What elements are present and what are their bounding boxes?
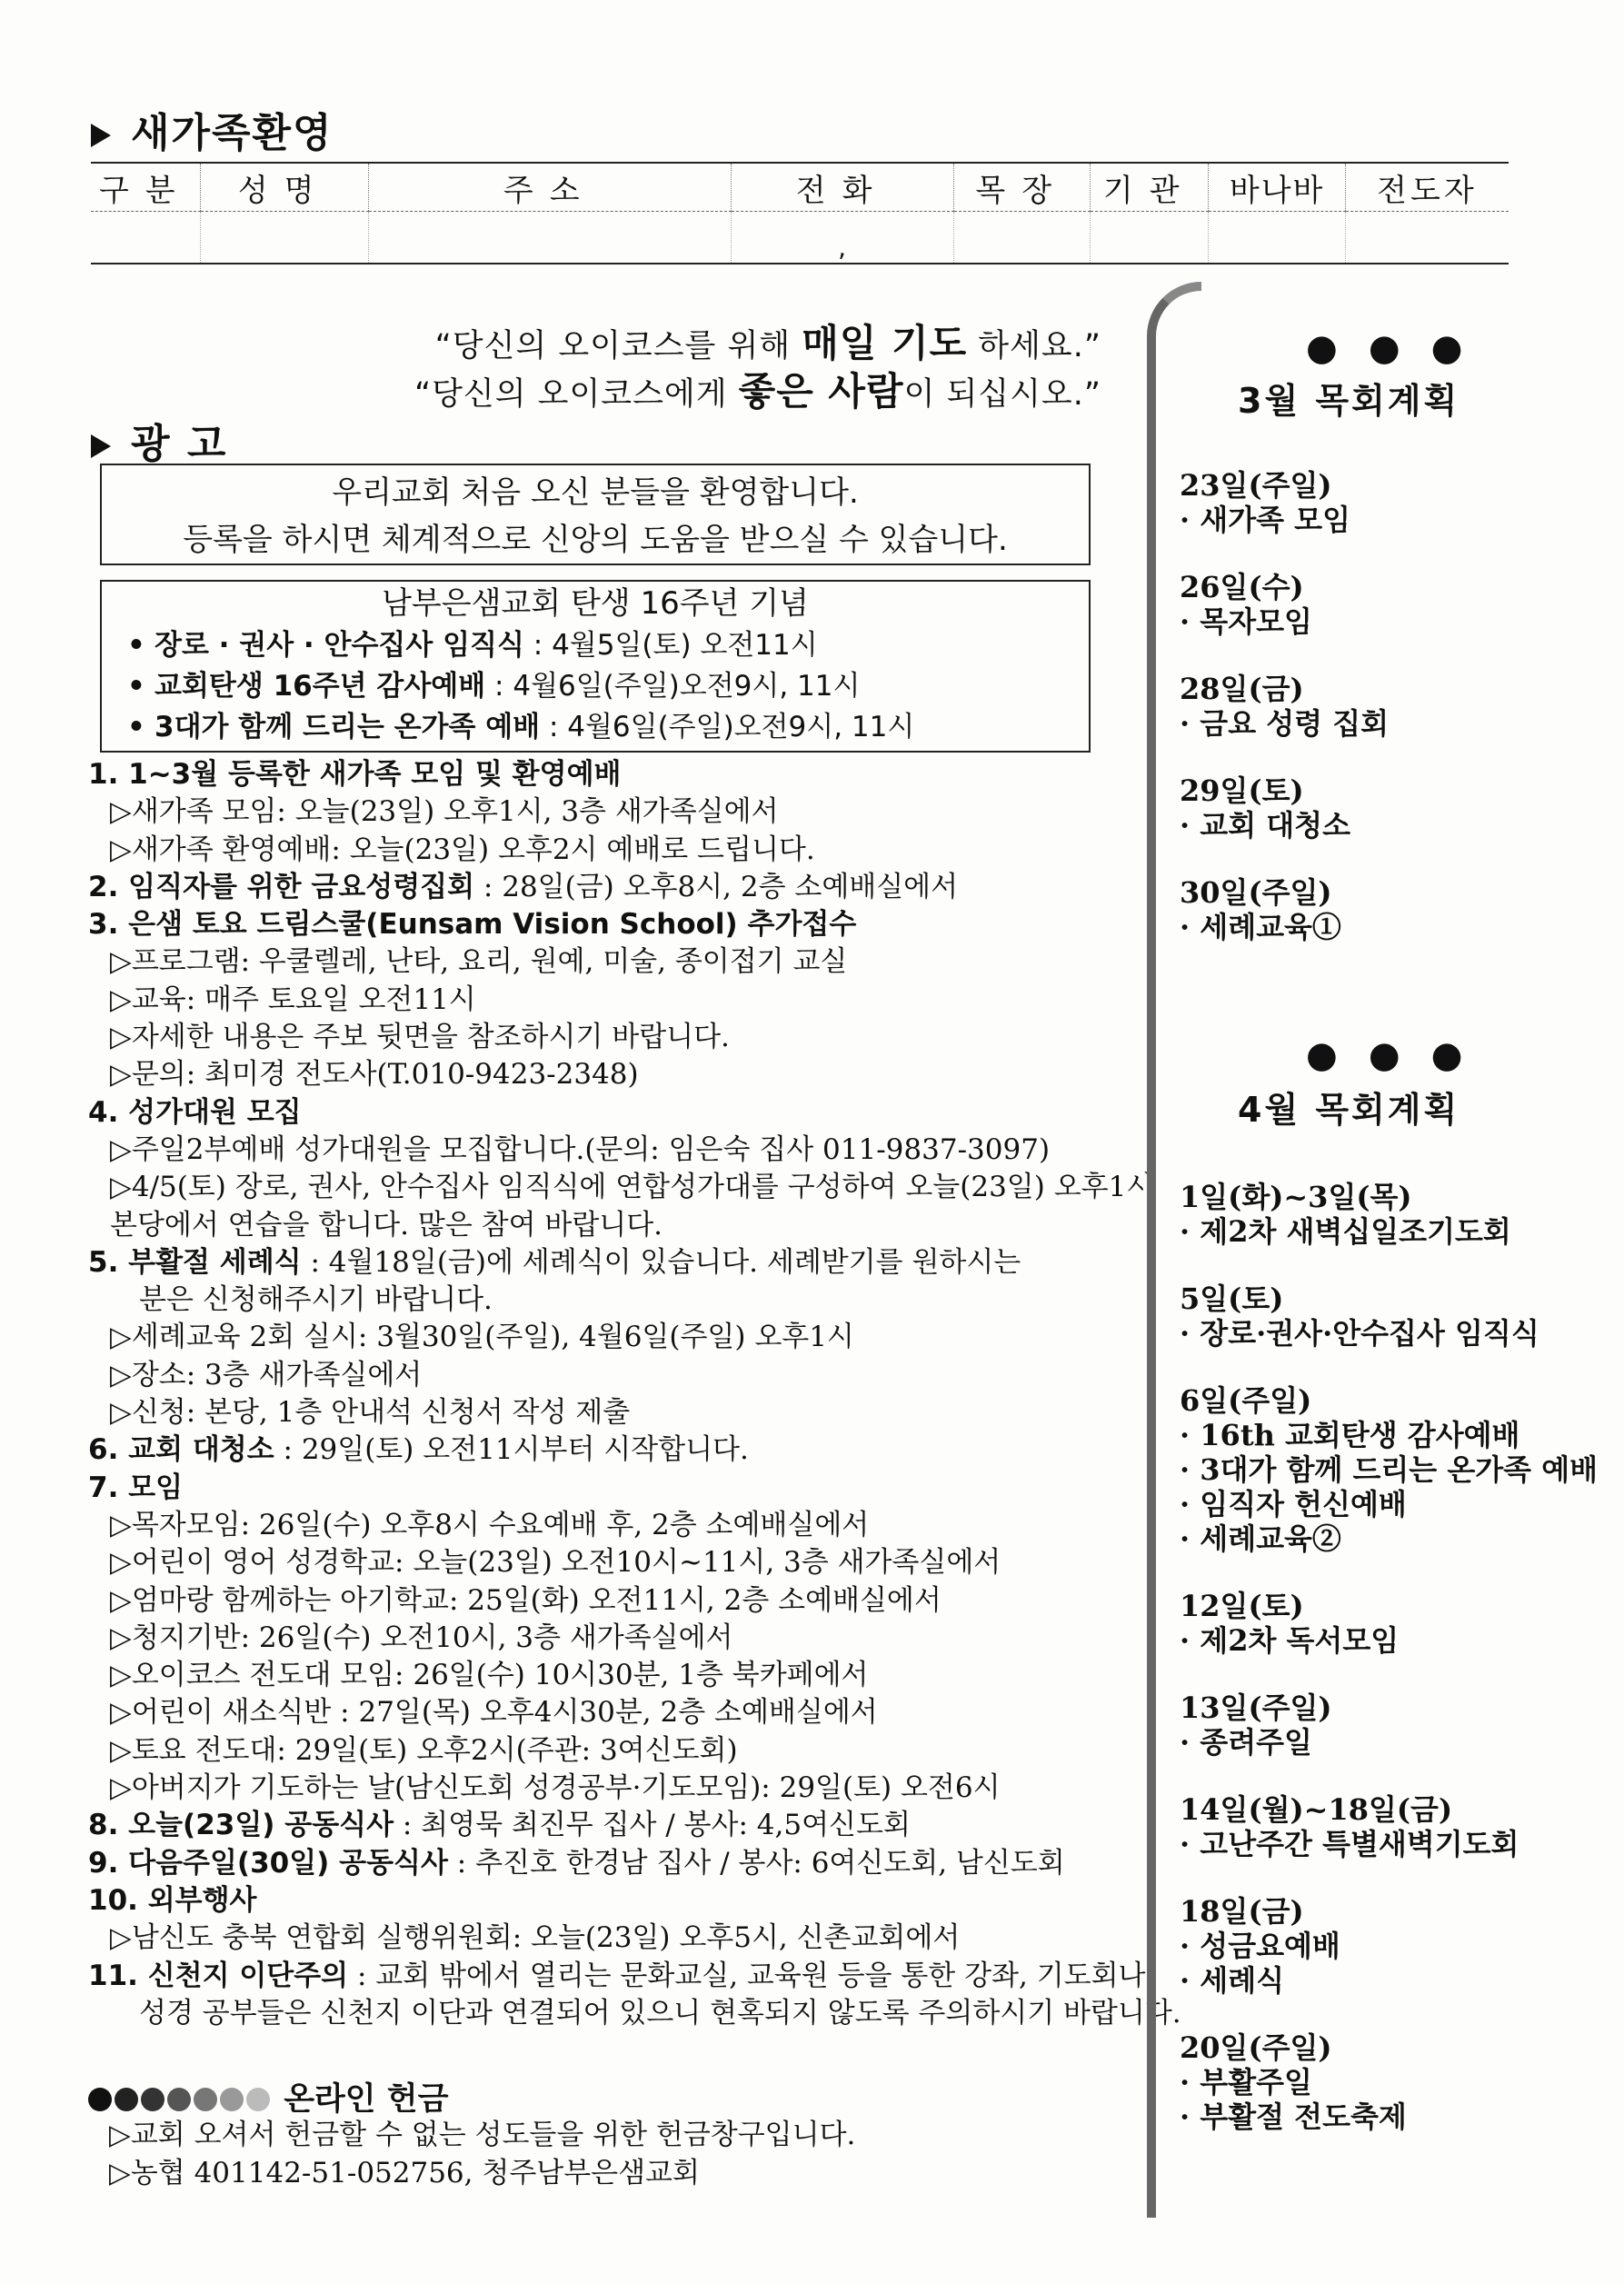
notice-detail-line: 본당에서 연습을 합니다. 많은 참여 바랍니다. — [110, 1208, 663, 1242]
plan-event-date: 28일(금) — [1180, 672, 1304, 706]
notice-text: : 최영묵 최진무 집사 / 봉사: 4,5여신도회 — [394, 1809, 911, 1842]
bullet-dot-icon: • — [127, 711, 145, 743]
notice-title: 성가대원 모집 — [128, 1095, 302, 1129]
cell-organization — [1090, 212, 1209, 264]
notice-title: 교회 대청소 — [128, 1433, 274, 1467]
online-offering-title — [88, 2074, 448, 2119]
notice-title: 은샘 토요 드림스쿨(Eunsam Vision School) 추가접수 — [128, 908, 857, 942]
circle-dot-icon — [141, 2088, 164, 2111]
ads-section-title — [91, 411, 227, 469]
notice-title: 모임 — [128, 1471, 184, 1504]
anniversary-title: 남부은샘교회 탄생 16주년 기념 — [382, 585, 809, 622]
plan-event-item: · 종려주일 — [1180, 1725, 1312, 1760]
notice-detail-line: ▷어린이 새소식반 : 27일(목) 오후4시30분, 2층 소예배실에서 — [110, 1696, 878, 1730]
notice-item — [88, 906, 1115, 943]
notice-text: : 추진호 한경남 집사 / 봉사: 6여신도회, 남신도회 — [447, 1846, 1065, 1880]
plan-event-item: · 세례교육① — [1180, 910, 1341, 944]
plan-event — [1180, 875, 1389, 944]
newcomer-section-title — [91, 100, 334, 158]
anniversary-item — [102, 625, 1089, 666]
plan-event-date: 20일(주일) — [1180, 2030, 1332, 2065]
notice-title: 임직자를 위한 금요성령집회 — [128, 870, 475, 903]
plan-event-item: · 금요 성령 집회 — [1180, 706, 1390, 741]
quote-prayer-pre: “당신의 오이코스를 위해 — [434, 328, 802, 364]
notice-item — [88, 1431, 1115, 1469]
notice-number: 2. — [88, 870, 129, 903]
notice-number: 11. — [88, 1959, 148, 1992]
notice-text: : 28일(금) 오후8시, 2층 소예배실에서 — [474, 870, 959, 903]
notice-number: 7. — [88, 1471, 129, 1504]
plan-event — [1180, 2030, 1598, 2134]
cell-barnabas — [1209, 212, 1345, 264]
cell-evangelist — [1345, 212, 1509, 264]
march-title: 3월 목회계획 — [1238, 381, 1460, 421]
notice-item — [88, 1845, 1115, 1882]
plan-event — [1180, 1282, 1598, 1351]
plan-event — [1180, 1691, 1598, 1760]
col-group: 목장 — [953, 163, 1090, 212]
plan-event — [1180, 570, 1389, 639]
plan-event-date: 23일(주일) — [1180, 468, 1332, 503]
col-organization: 기관 — [1090, 163, 1209, 212]
online-dots — [88, 2081, 273, 2118]
anniversary-item — [102, 666, 1089, 707]
notice-detail-line: ▷오이코스 전도대 모임: 26일(수) 10시30분, 1층 북카페에서 — [110, 1659, 869, 1692]
plan-event-item: · 장로·권사·안수집사 임직식 — [1180, 1316, 1539, 1351]
quote-good-person-emphasis: 좋은 사람 — [738, 369, 904, 414]
quote-prayer-post: 하세요.” — [967, 328, 1101, 364]
anniversary-item-value: : 4월6일(주일)오전9시, 11시 — [485, 670, 861, 703]
cell-phone: , — [731, 212, 953, 264]
march-event-list — [1180, 468, 1389, 977]
triangle-bullet-icon — [91, 434, 111, 458]
plan-event-date: 1일(화)~3일(목) — [1180, 1180, 1412, 1214]
plan-event-item: · 16th 교회탄생 감사예배 — [1180, 1418, 1520, 1452]
welcome-line: 우리교회 처음 오신 분들을 환영합니다. — [332, 474, 859, 511]
notice-item — [88, 1094, 1115, 1132]
plan-event-date: 30일(주일) — [1180, 875, 1332, 910]
bullet-dot-icon: • — [127, 629, 145, 662]
triangle-bullet-icon — [91, 124, 111, 147]
notice-detail-line: ▷프로그램: 우쿨렐레, 난타, 요리, 원예, 미술, 종이접기 교실 — [110, 945, 848, 979]
april-dots: ● ● ● — [1306, 1034, 1472, 1076]
notice-detail-line: ▷새가족 모임: 오늘(23일) 오후1시, 3층 새가족실에서 — [110, 795, 779, 829]
notice-detail-line: ▷어린이 영어 성경학교: 오늘(23일) 오전10시~11시, 3층 새가족실에서 — [110, 1546, 1001, 1580]
circle-dot-icon — [167, 2088, 191, 2111]
plan-event — [1180, 773, 1389, 843]
notice-detail-line: ▷문의: 최미경 전도사(T.010-9423-2348) — [110, 1058, 639, 1092]
notice-detail-line: ▷장소: 3층 새가족실에서 — [110, 1358, 423, 1391]
notice-title: 다음주일(30일) 공동식사 — [128, 1846, 448, 1880]
cell-category — [91, 212, 200, 264]
plan-event — [1180, 672, 1389, 741]
plan-event-item: · 새가족 모임 — [1180, 503, 1350, 537]
col-barnabas: 바나바 — [1209, 163, 1345, 212]
notice-number: 6. — [88, 1433, 129, 1467]
notice-item — [88, 869, 1115, 906]
plan-event-item: · 교회 대청소 — [1180, 808, 1350, 843]
notice-detail-line: ▷아버지가 기도하는 날(남신도회 성경공부·기도모임): 29일(토) 오전6시 — [110, 1771, 1001, 1805]
col-name: 성명 — [200, 163, 368, 212]
online-offering-lines — [109, 2116, 855, 2192]
notice-item — [88, 1958, 1146, 1995]
notice-item — [88, 1470, 1115, 1507]
online-line: ▷교회 오셔서 헌금할 수 없는 성도들을 위한 헌금창구입니다. — [109, 2119, 856, 2151]
plan-event-item: · 목자모임 — [1180, 604, 1312, 639]
welcome-box — [100, 464, 1091, 565]
notice-detail-line: ▷토요 전도대: 29일(토) 오후2시(주관: 3여신도회) — [110, 1733, 738, 1767]
cell-group — [953, 212, 1090, 264]
notice-detail-line: ▷주일2부예배 성가대원을 모집합니다.(문의: 임은숙 집사 011-9837-3097) — [110, 1132, 1051, 1166]
notice-title: 신천지 이단주의 — [147, 1959, 349, 1992]
notice-number: 4. — [88, 1095, 129, 1129]
quote-good-person-pre: “당신의 오이코스에게 — [413, 376, 739, 413]
plan-event-item: · 고난주간 특별새벽기도회 — [1180, 1827, 1519, 1861]
plan-event-item: · 부활주일 — [1180, 2065, 1312, 2099]
quote-prayer — [435, 314, 1101, 368]
circle-dot-icon — [115, 2088, 138, 2111]
plan-event-item: · 제2차 새벽십일조기도회 — [1180, 1214, 1511, 1249]
register-line: 등록을 하시면 체계적으로 신앙의 도움을 받으실 수 있습니다. — [183, 522, 1008, 558]
anniversary-item-value: : 4월6일(주일)오전9시, 11시 — [540, 711, 915, 743]
table-row — [91, 212, 1509, 264]
anniversary-item-label: 3대가 함께 드리는 온가족 예배 — [154, 711, 541, 743]
notice-detail-line: ▷목자모임: 26일(수) 오후8시 수요예배 후, 2층 소예배실에서 — [110, 1508, 870, 1541]
notice-detail-line: ▷자세한 내용은 주보 뒷면을 참조하시기 바랍니다. — [110, 1021, 730, 1054]
plan-event-item: · 세례교육② — [1180, 1521, 1341, 1556]
col-category: 구분 — [91, 163, 200, 212]
circle-dot-icon — [246, 2088, 270, 2111]
notice-number: 5. — [88, 1245, 129, 1279]
plan-event — [1180, 1894, 1598, 1998]
notice-title: 1~3월 등록한 새가족 모임 및 환영예배 — [128, 758, 622, 791]
plan-event — [1180, 1792, 1598, 1861]
col-address: 주소 — [368, 163, 731, 212]
circle-dot-icon — [88, 2088, 112, 2111]
notice-item — [88, 1807, 1115, 1844]
plan-event — [1180, 1589, 1598, 1658]
circle-dot-icon — [220, 2088, 244, 2111]
notice-title: 부활절 세례식 — [128, 1245, 302, 1279]
april-event-list — [1180, 1180, 1598, 2167]
notice-detail-line: ▷엄마랑 함께하는 아기학교: 25일(화) 오전11시, 2층 소예배실에서 — [110, 1583, 942, 1617]
plan-event-date: 29일(토) — [1180, 773, 1304, 808]
notice-number: 3. — [88, 908, 129, 942]
plan-event — [1180, 1383, 1598, 1556]
plan-event — [1180, 1180, 1598, 1249]
plan-event-date: 14일(월)~18일(금) — [1180, 1792, 1453, 1827]
notice-title: 오늘(23일) 공동식사 — [128, 1809, 394, 1842]
notice-continuation: 성경 공부들은 신천지 이단과 연결되어 있으니 현혹되지 않도록 주의하시기 바랍니다. — [139, 1996, 1181, 2030]
notice-text: : 4월18일(금)에 세례식이 있습니다. 세례받기를 원하시는 — [301, 1245, 1021, 1279]
notice-item — [88, 1882, 1115, 1920]
online-line: ▷농협 401142-51-052756, 청주남부은샘교회 — [109, 2157, 700, 2189]
ads-title: 광 고 — [131, 421, 228, 467]
notice-detail-line: ▷신청: 본당, 1층 안내석 신청서 작성 제출 — [110, 1396, 631, 1430]
plan-event-date: 26일(수) — [1180, 570, 1304, 604]
notice-continuation: 분은 신청해주시기 바랍니다. — [139, 1283, 493, 1317]
notice-detail-line: ▷남신도 충북 연합회 실행위원회: 오늘(23일) 오후5시, 신촌교회에서 — [110, 1921, 961, 1955]
notice-number: 1. — [88, 758, 129, 791]
plan-event-item: · 부활절 전도축제 — [1180, 2099, 1407, 2134]
ministry-plan-panel — [1147, 282, 1599, 2218]
notice-text: : 29일(토) 오전11시부터 시작합니다. — [274, 1433, 749, 1467]
anniversary-item-label: 장로 · 권사 · 안수집사 임직식 — [154, 629, 524, 662]
plan-event — [1180, 468, 1389, 537]
online-title-text: 온라인 헌금 — [284, 2081, 449, 2118]
notice-detail-line: ▷교육: 매주 토요일 오전11시 — [110, 982, 476, 1016]
plan-event-item: · 제2차 독서모임 — [1180, 1623, 1400, 1658]
plan-event-item: · 3대가 함께 드리는 온가족 예배 — [1180, 1452, 1599, 1487]
col-evangelist: 전도자 — [1345, 163, 1509, 212]
march-dots: ● ● ● — [1306, 327, 1472, 369]
plan-event-item: · 성금요예배 — [1180, 1929, 1340, 1963]
col-phone: 전화 — [731, 163, 953, 212]
cell-name — [200, 212, 368, 264]
cell-address — [368, 212, 731, 264]
newcomer-table-header — [91, 163, 1509, 212]
notice-text: : 교회 밖에서 열리는 문화교실, 교육원 등을 통한 강좌, 기도회나 — [348, 1959, 1146, 1992]
notice-title: 외부행사 — [147, 1883, 257, 1917]
notice-number: 10. — [88, 1883, 148, 1917]
plan-event-item: · 세례식 — [1180, 1963, 1285, 1998]
notice-detail-line: ▷청지기반: 26일(수) 오전10시, 3층 새가족실에서 — [110, 1621, 733, 1654]
plan-event-date: 13일(주일) — [1180, 1691, 1332, 1725]
quote-good-person — [414, 362, 1101, 416]
notice-number: 8. — [88, 1809, 129, 1842]
notice-detail-line: ▷4/5(토) 장로, 권사, 안수집사 임직식에 연합성가대를 구성하여 오늘(23일) 오후1시 — [110, 1171, 1154, 1204]
quote-good-person-post: 이 되십시오.” — [903, 376, 1101, 413]
plan-event-date: 5일(토) — [1180, 1282, 1284, 1316]
plan-event-date: 6일(주일) — [1180, 1383, 1312, 1418]
bullet-dot-icon: • — [127, 670, 145, 703]
notice-item — [88, 1244, 1115, 1282]
notice-detail-line: ▷세례교육 2회 실시: 3월30일(주일), 4월6일(주일) 오후1시 — [110, 1321, 854, 1354]
anniversary-item — [102, 707, 1089, 748]
quote-prayer-emphasis: 매일 기도 — [802, 321, 968, 365]
newcomer-table — [91, 162, 1509, 264]
plan-event-date: 18일(금) — [1180, 1894, 1304, 1929]
anniversary-item-value: : 4월5일(토) 오전11시 — [523, 629, 818, 662]
newcomer-title: 새가족환영 — [131, 110, 334, 156]
april-title: 4월 목회계획 — [1238, 1090, 1460, 1130]
anniversary-item-label: 교회탄생 16주년 감사예배 — [154, 670, 486, 703]
notice-list — [88, 756, 1181, 2032]
circle-dot-icon — [194, 2088, 217, 2111]
anniversary-box — [100, 580, 1091, 753]
notice-number: 9. — [88, 1846, 129, 1880]
plan-event-item: · 임직자 헌신예배 — [1180, 1487, 1407, 1521]
notice-detail-line: ▷새가족 환영예배: 오늘(23일) 오후2시 예배로 드립니다. — [110, 833, 815, 866]
plan-event-date: 12일(토) — [1180, 1589, 1304, 1623]
notice-item — [88, 756, 1115, 793]
